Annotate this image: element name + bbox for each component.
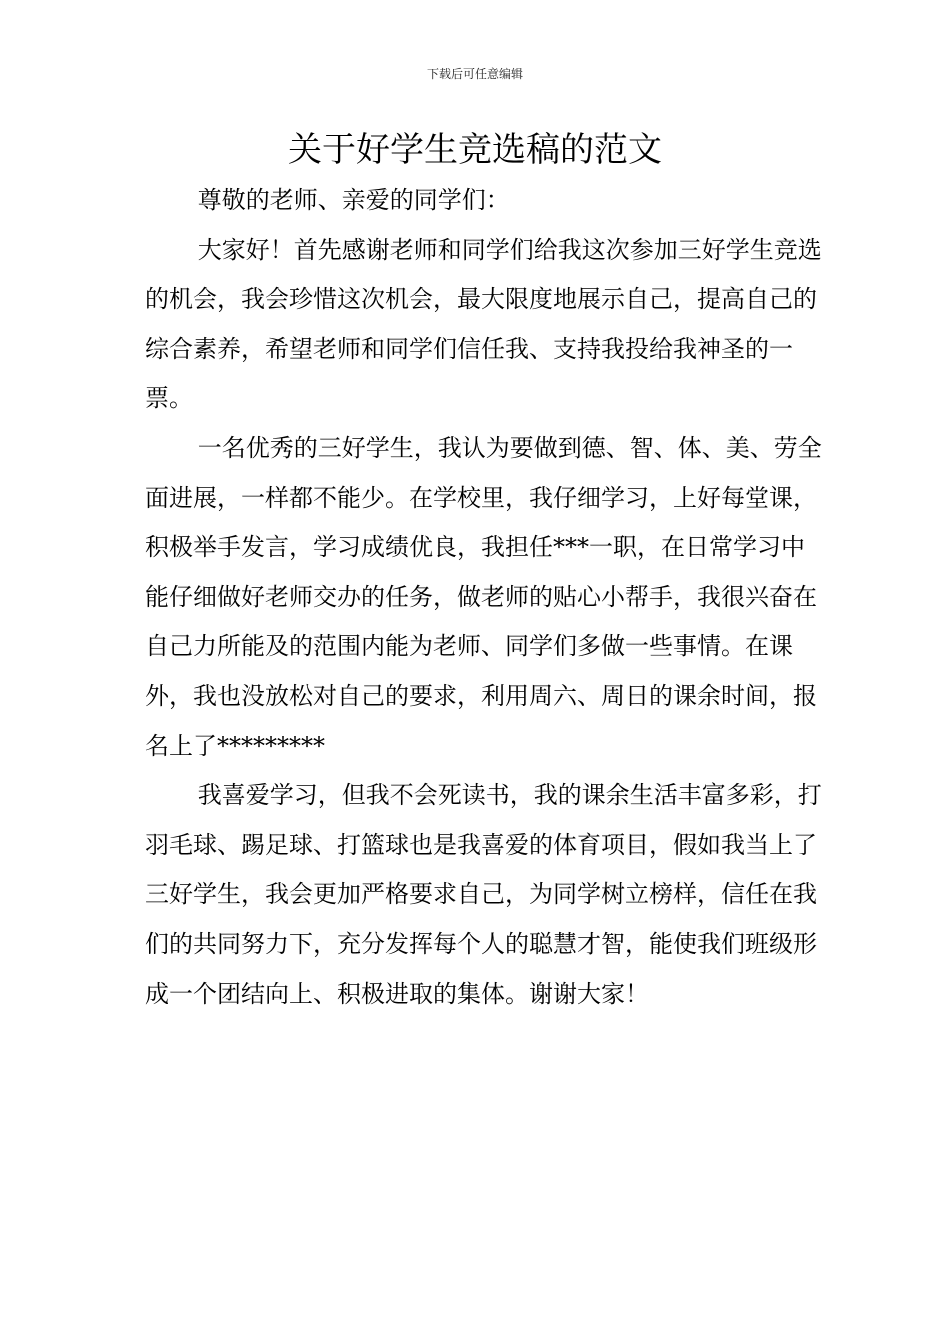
paragraph-greeting: 大家好！首先感谢老师和同学们给我这次参加三好学生竞选的机会，我会珍惜这次机会，最大限度地展示自己，提高自己的综合素养，希望老师和同学们信任我、支持我投给我神圣的一票。: [145, 235, 822, 413]
paragraph-hobbies: 我喜爱学习，但我不会死读书，我的课余生活丰富多彩，打羽毛球、踢足球、打篮球也是我喜爱的体育项目，假如我当上了三好学生，我会更加严格要求自己，为同学树立榜样，信任在我们的共同努力下，充分发挥每个人的聪慧才智，能使我们班级形成一个团结向上、积极进取的集体。谢谢大家！: [145, 781, 822, 1008]
paragraph-qualities: 一名优秀的三好学生，我认为要做到德、智、体、美、劳全面进展，一样都不能少。在学校里，我仔细学习，上好每堂课，积极举手发言，学习成绩优良，我担任***一职，在日常学习中能仔细做好老师交办的任务，做老师的贴心小帮手，我很兴奋在自己力所能及的范围内能为老师、同学们多做一些事情。在课外，我也没放松对自己的要求，利用周六、周日的课余时间，报名上了*********: [145, 433, 822, 760]
salutation: 尊敬的老师、亲爱的同学们：: [197, 186, 510, 214]
document-body: [145, 176, 825, 1019]
header-note: 下载后可任意编辑: [426, 67, 523, 81]
document-title: 关于好学生竞选稿的范文: [288, 130, 662, 170]
